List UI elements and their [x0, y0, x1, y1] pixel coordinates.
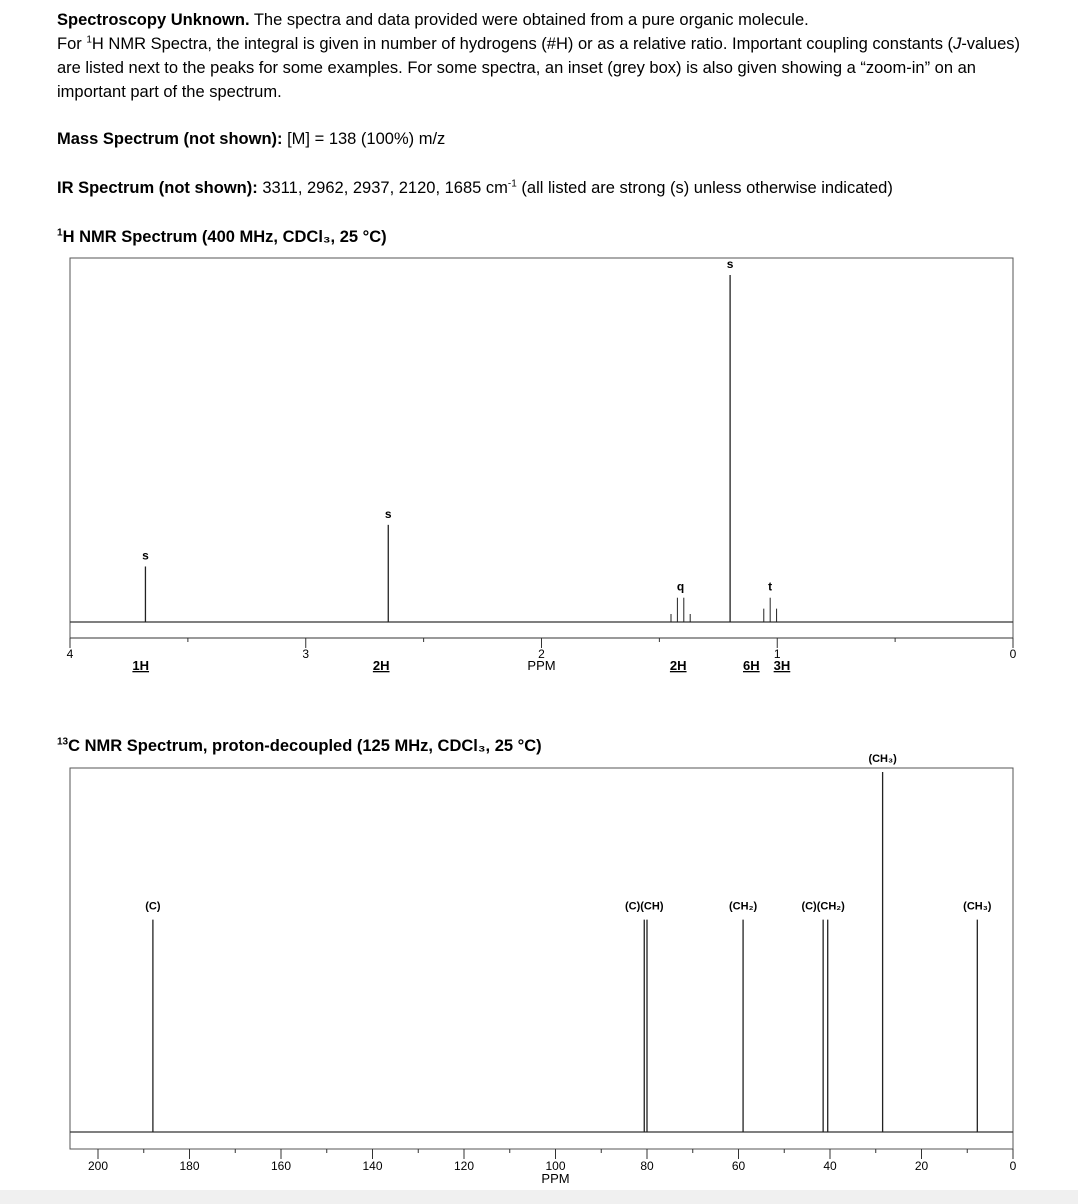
c-plot-frame	[70, 768, 1013, 1149]
intro-sup: 1	[86, 34, 92, 46]
h-multiplicity-label: t	[768, 579, 773, 594]
c-peak-label: (C)(CH₂)	[801, 900, 845, 913]
mass-label: Mass Spectrum (not shown):	[57, 130, 283, 148]
c-tick-label: 40	[823, 1159, 837, 1173]
c-peak-label: (C)	[145, 900, 161, 913]
ir-note: (all listed are strong (s) unless otherwise indicated)	[516, 179, 893, 197]
h-plot-frame	[70, 258, 1013, 638]
c-nmr-sup: 13	[57, 736, 69, 748]
h-tick-label: 3	[302, 647, 310, 661]
c-tick-label: 80	[640, 1159, 654, 1173]
c-tick-label: 180	[179, 1159, 200, 1173]
h-nmr-sup: 1	[57, 227, 63, 239]
h-integral-label: 6H	[743, 658, 760, 673]
c-peak-label: (CH₃)	[963, 900, 992, 913]
c-nmr-title: C NMR Spectrum, proton-decoupled (125 MHz, CDCl₃, 25 °C)	[68, 737, 542, 755]
h-multiplicity-label: s	[384, 506, 392, 521]
h-multiplicity-label: s	[726, 257, 734, 271]
intro-line-1-text: The spectra and data provided were obtained from a pure organic molecule.	[249, 11, 809, 29]
c-nmr-chart	[70, 753, 1017, 1186]
c-tick-label: 60	[731, 1159, 746, 1173]
c-peak-label: (C)(CH)	[625, 900, 664, 913]
ir-value: 3311, 2962, 2937, 2120, 1685 cm	[257, 179, 508, 197]
c-x-axis-label: PPM	[541, 1171, 570, 1186]
ir-unit-sup: -1	[507, 178, 517, 190]
intro-j-variable: J	[953, 35, 962, 53]
h-tick-label: 4	[66, 647, 74, 661]
c-tick-label: 0	[1009, 1159, 1017, 1173]
h-tick-label: 2	[538, 647, 545, 661]
c-tick-label: 100	[545, 1159, 566, 1173]
intro-text-b: H NMR Spectra, the integral is given in number of hydrogens (#H) or as a relative ratio. Important coupling constants (	[91, 35, 954, 53]
h-integral-label: 3H	[773, 658, 791, 673]
h-nmr-chart	[67, 257, 1017, 673]
intro-text-a: For	[57, 35, 87, 53]
c-peak-label: (CH₃)	[868, 753, 897, 765]
h-integral-label: 2H	[669, 658, 687, 673]
h-integral-label: 2H	[372, 658, 390, 673]
bottom-bar	[0, 1190, 1078, 1204]
h-multiplicity-label: q	[676, 579, 685, 594]
c-tick-label: 200	[87, 1159, 109, 1173]
ir-label: IR Spectrum (not shown):	[57, 179, 258, 197]
intro-title: Spectroscopy Unknown.	[57, 11, 250, 29]
c-tick-label: 120	[453, 1159, 475, 1173]
intro-text-c: -values) are listed next to the peaks for some examples. For some spectra, an inset (grey box) is also given showing a “zoom-in” on an important part of the spectrum.	[57, 35, 1020, 101]
h-x-axis-label: PPM	[527, 658, 556, 673]
c-tick-label: 20	[914, 1159, 929, 1173]
mass-value: [M] = 138 (100%) m/z	[282, 130, 446, 148]
h-multiplicity-label: s	[142, 548, 149, 563]
h-tick-label: 0	[1009, 647, 1017, 661]
c-tick-label: 140	[362, 1159, 383, 1173]
h-nmr-title: H NMR Spectrum (400 MHz, CDCl₃, 25 °C)	[62, 228, 387, 246]
h-tick-label: 1	[773, 647, 781, 661]
h-integral-label: 1H	[132, 658, 150, 673]
c-tick-label: 160	[270, 1159, 292, 1173]
c-peak-label: (CH₂)	[729, 900, 758, 913]
